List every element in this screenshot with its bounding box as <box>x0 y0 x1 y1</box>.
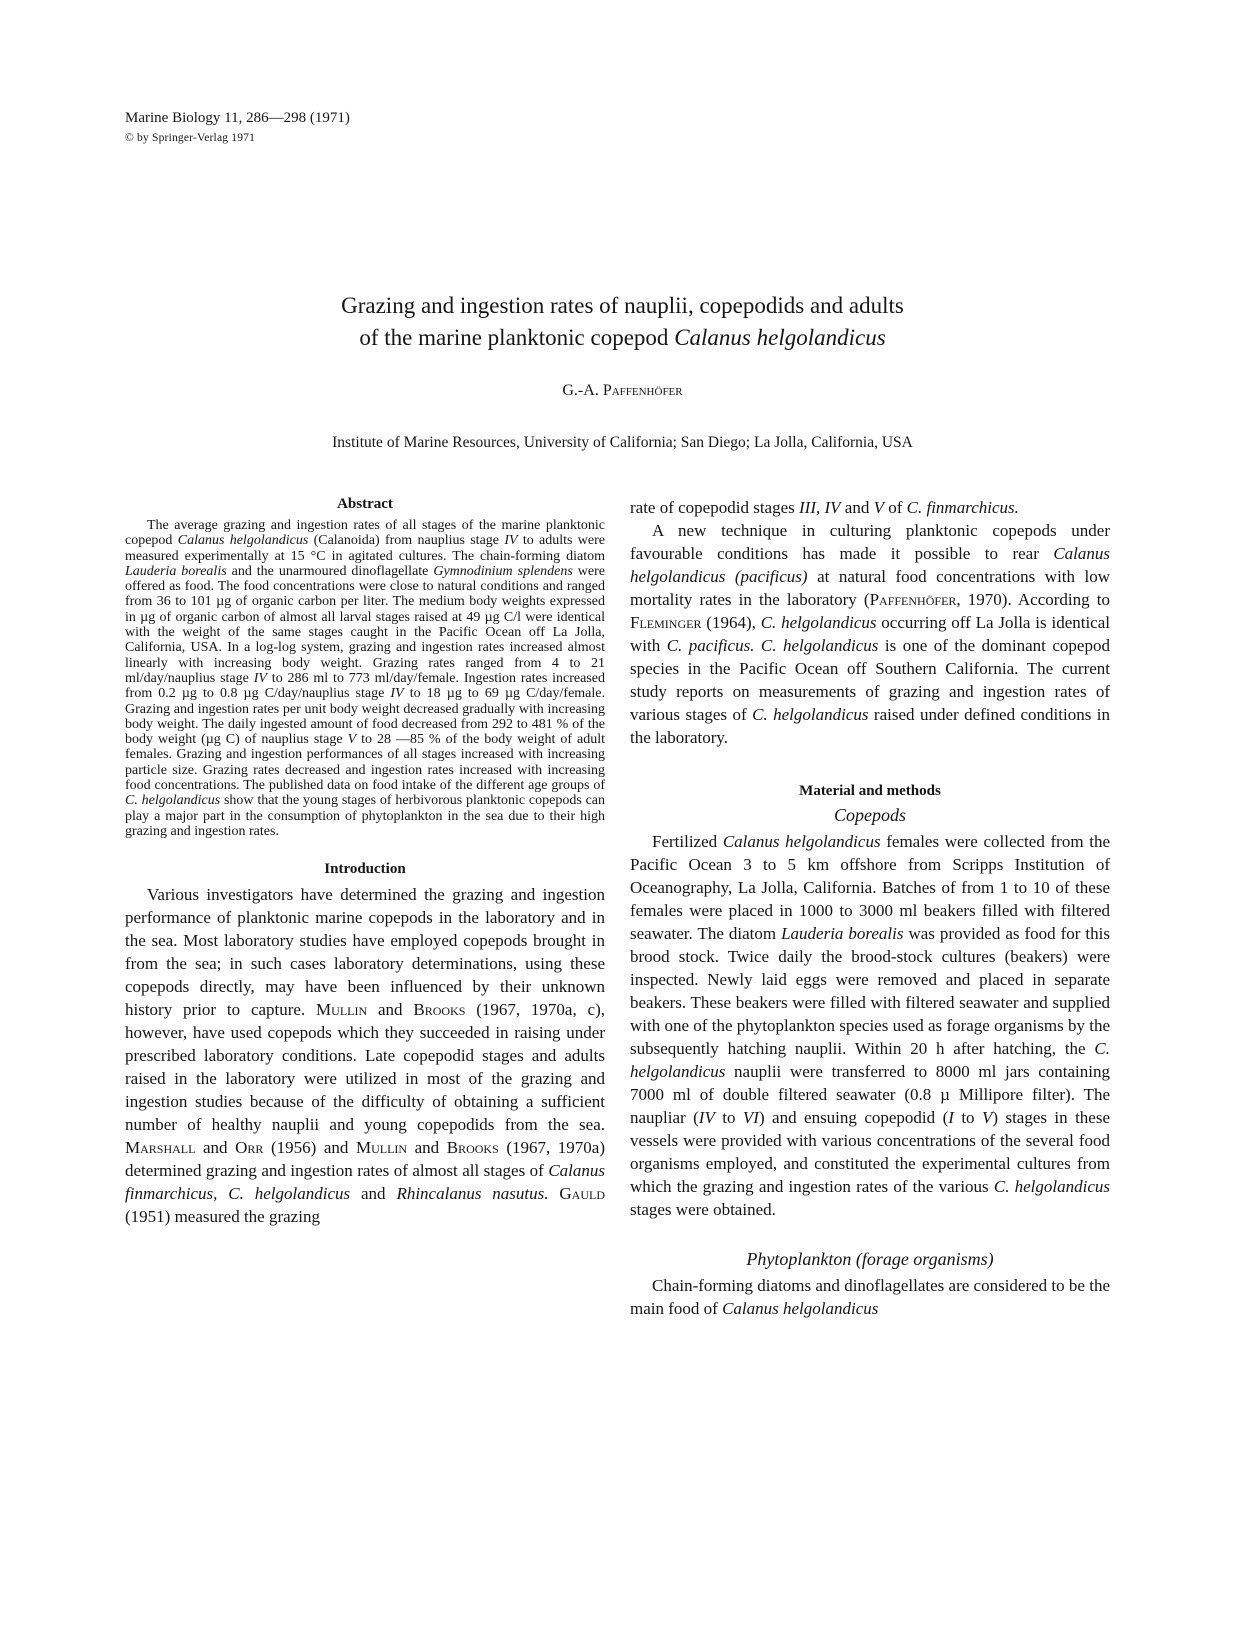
phytoplankton-paragraph: Chain-forming diatoms and dinoflagellates are considered to be the main food of Calanus helgolandicus <box>630 1276 1110 1318</box>
introduction-paragraph: Various investigators have determined the grazing and ingestion performance of planktonic marine copepods in the laboratory and in the sea. Most laboratory studies have employed copepods brought in from the sea; in such cases laboratory determinations, using these copepods directly, may have been influenced by their unknown history prior to capture. Mullin and Brooks (1967, 1970a, c), however, have used copepods which they succeeded in raising under prescribed laboratory conditions. Late copepodid stages and adults raised in the laboratory were utilized in most of the grazing and ingestion studies because of the difficulty of obtaining a sufficient number of healthy nauplii and young copepodids from the sea. Marshall and Orr (1956) and Mullin and Brooks (1967, 1970a) determined grazing and ingestion rates of almost all stages of Calanus finmarchicus, C. helgolandicus and Rhincalanus nasutus. Gauld (1951) measured the grazing <box>125 885 606 1227</box>
author <box>0 382 1245 400</box>
copepods-paragraph: Fertilized Calanus helgolandicus females were collected from the Pacific Ocean 3 to 5 km offshore from Scripps Institution of Oceanography, La Jolla, California. Batches of from 1 to 10 of these females were placed in 1000 to 3000 ml beakers filled with filtered seawater. The diatom Lauderia borealis was provided as food for this brood stock. Twice daily the brood-stock cultures (beakers) were inspected. Newly laid eggs were removed and placed in separate beakers. These beakers were filled with filtered seawater and supplied with one of the phytoplankton species used as forage organisms by the subsequently hatching nauplii. Within 20 h after hatching, the C. helgolandicus nauplii were transferred to 8000 ml jars containing 7000 ml of double filtered seawater (0.8 µ Millipore filter). The naupliar (IV to VI) and ensuing copepodid (I to V) stages in these vessels were provided with various concentrations of the several food organisms employed, and constituted the experimental cultures from which the grazing and ingestion rates of the various C. helgolandicus stages were obtained. <box>630 832 1111 1219</box>
journal-header <box>125 108 350 148</box>
article-title <box>0 290 1245 354</box>
study-aim-paragraph: A new technique in culturing planktonic copepods under favourable conditions has made it possible to rear Calanus helgolandicus (pacificus) at natural food concentrations with low mortality rates in the laboratory (Paffenhöfer, 1970). According to Fleminger (1964), C. helgolandicus occurring off La Jolla is identical with C. pacificus. C. helgolandicus is one of the dominant copepod species in the Pacific Ocean off Southern California. The current study reports on measurements of grazing and ingestion rates of various stages of C. helgolandicus raised under defined conditions in the laboratory. <box>630 521 1111 747</box>
introduction-section <box>125 861 605 1228</box>
methods-heading: Material and methods <box>799 783 941 799</box>
left-column <box>125 496 605 1228</box>
title-species: Calanus helgolandicus <box>674 325 886 350</box>
title-line-1: Grazing and ingestion rates of nauplii, copepodids and adults <box>341 293 904 318</box>
abstract-section <box>125 496 605 839</box>
abstract-heading: Abstract <box>337 496 393 512</box>
introduction-heading: Introduction <box>324 861 406 878</box>
title-line-2 <box>0 322 1245 354</box>
title-line-2-text: of the marine planktonic copepod <box>359 325 675 350</box>
abstract-paragraph: The average grazing and ingestion rates of all stages of the marine planktonic copepod Calanus helgolandicus (Calanoida) from nauplius stage IV to adults were measured experimentally at 15 °C in agitated cultures. The chain-forming diatom Lauderia borealis and the unarmoured dinoflagellate Gymnodinium splendens were offered as food. The food concentrations were close to natural conditions and ranged from 36 to 101 µg of organic carbon per liter. The medium body weights expressed in µg of organic carbon of almost all larval stages raised at 49 µg C/l were identical with the weight of the same stages caught in the Pacific Ocean off La Jolla, California, USA. In a log-log system, grazing and ingestion rates increased almost linearly with increasing body weight. Grazing rates ranged from 4 to 21 ml/day/nauplius stage IV to 286 ml to 773 ml/day/female. Ingestion rates increased from 0.2 µg to 0.8 µg C/day/nauplius stage IV to 18 µg to 69 µg C/day/female. Grazing and ingestion rates per unit body weight decreased gradually with increasing body weight. The daily ingested amount of food decreased from 292 to 481 % of the body weight (µg C) of nauplius stage V to 28 —85 % of the body weight of adult females. Grazing and ingestion performances of all stages increased with increasing particle size. Grazing rates decreased and ingestion rates increased with increasing food concentrations. The published data on food intake of the different age groups of C. helgolandicus show that the young stages of herbivorous planktonic copepods can play a major part in the consumption of phytoplankton in the sea due to their high grazing and ingestion rates. <box>125 518 605 839</box>
phytoplankton-subheading: Phytoplankton (forage organisms) <box>746 1249 994 1269</box>
right-column <box>630 496 1110 1320</box>
journal-citation: Marine Biology 11, 286—298 (1971) <box>125 110 350 126</box>
author-surname: Paffenhöfer <box>602 382 683 399</box>
affiliation: Institute of Marine Resources, University of California; San Diego; La Jolla, California, USA <box>332 434 913 451</box>
copepods-subheading: Copepods <box>834 805 906 825</box>
continued-paragraph: rate of copepodid stages III, IV and V of C. finmarchicus. <box>630 498 1019 517</box>
copyright-notice: © by Springer-Verlag 1971 <box>125 132 256 144</box>
author-initials: G.-A. <box>562 382 603 399</box>
